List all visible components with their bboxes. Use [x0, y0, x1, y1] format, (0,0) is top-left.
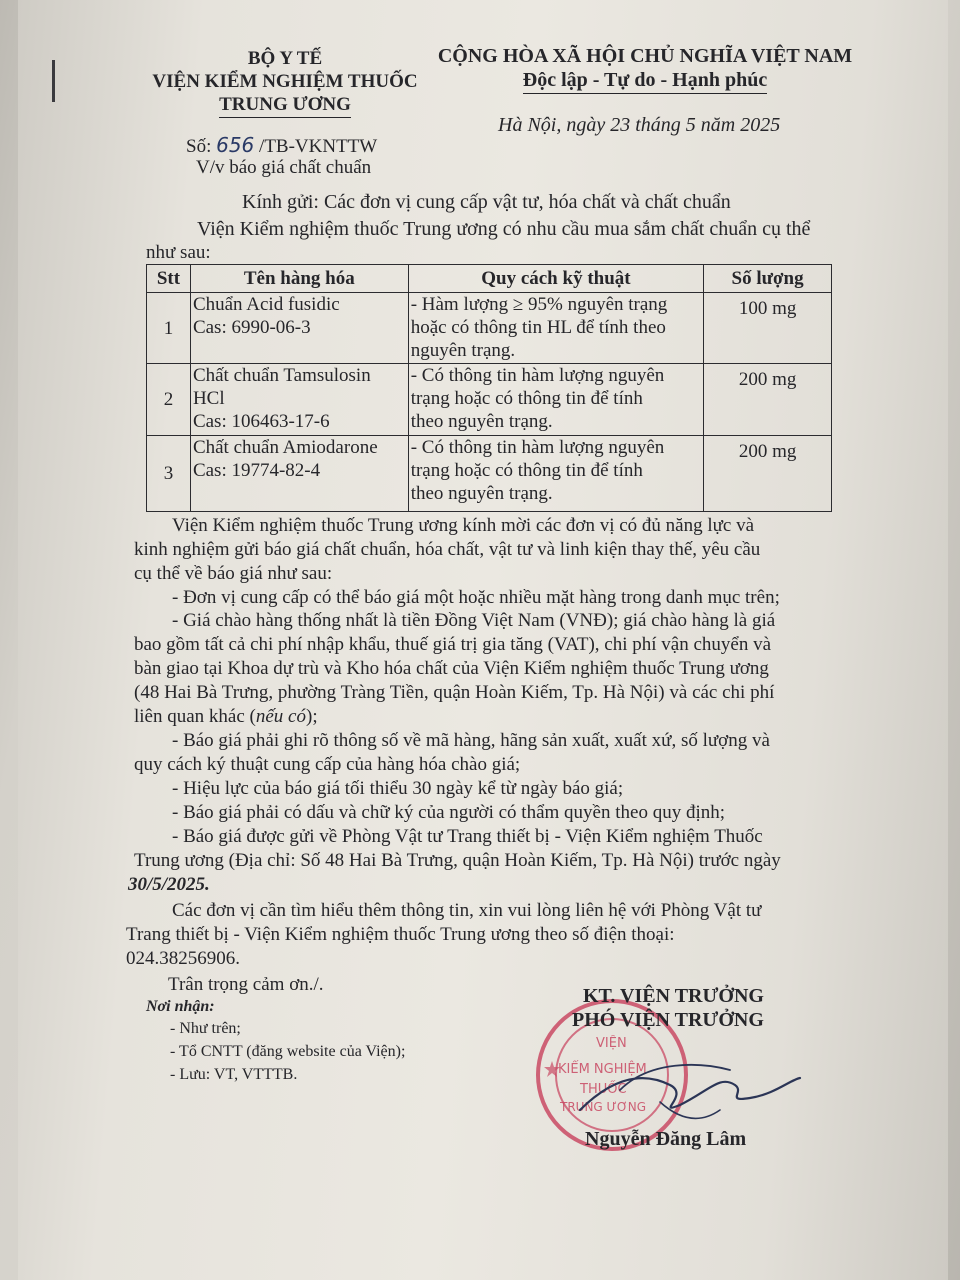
- row-stt: 2: [147, 364, 191, 436]
- invite-line1: Viện Kiểm nghiệm thuốc Trung ương kính mời các đơn vị có đủ năng lực và: [172, 515, 755, 536]
- row-spec: - Hàm lượng ≥ 95% nguyên trạng hoặc có thông tin HL để tính theo nguyên trạng.: [408, 293, 703, 364]
- invite-line3: cụ thể về báo giá như sau:: [134, 563, 333, 584]
- national-motto-block: [420, 44, 870, 94]
- signer-title-2: PHÓ VIỆN TRƯỞNG: [572, 1009, 764, 1031]
- intro-line2: như sau:: [146, 242, 211, 263]
- table-header-row: [147, 265, 832, 293]
- document-number: Số: 656 /TB-VKNTTW: [186, 133, 378, 157]
- row-name: Chuẩn Acid fusidic Cas: 6990-06-3: [190, 293, 408, 364]
- recipient-line: Kính gửi: Các đơn vị cung cấp vật tư, hóa chất và chất chuẩn: [242, 191, 731, 213]
- req-5: - Báo giá phải có dấu và chữ ký của người có thẩm quyền theo quy định;: [172, 802, 726, 823]
- handwritten-signature: [560, 1040, 810, 1140]
- req-2-line4: (48 Hai Bà Trưng, phường Tràng Tiền, quận Hoàn Kiếm, Tp. Hà Nội) và các chi phí: [134, 682, 775, 703]
- recipient-item: - Lưu: VT, VTTTB.: [170, 1066, 298, 1083]
- row-stt: 1: [147, 293, 191, 364]
- req-2-line2: bao gồm tất cả chi phí nhập khẩu, thuế giá trị gia tăng (VAT), chi phí vận chuyển và: [134, 634, 772, 655]
- margin-mark: [52, 60, 55, 102]
- country-name: CỘNG HÒA XÃ HỘI CHỦ NGHĨA VIỆT NAM: [437, 45, 853, 67]
- svg-text:KIỂM NGHIỆM: KIỂM NGHIỆM: [558, 1062, 647, 1077]
- col-header-spec: Quy cách kỹ thuật: [408, 265, 703, 293]
- place-date: Hà Nội, ngày 23 tháng 5 năm 2025: [498, 114, 781, 136]
- intro-line1: Viện Kiểm nghiệm thuốc Trung ương có nhu cầu mua sắm chất chuẩn cụ thể: [197, 218, 811, 240]
- req-4: - Hiệu lực của báo giá tối thiểu 30 ngày kể từ ngày báo giá;: [172, 778, 624, 799]
- contact-line1: Các đơn vị cần tìm hiểu thêm thông tin, xin vui lòng liên hệ với Phòng Vật tư: [172, 900, 762, 921]
- col-header-name: Tên hàng hóa: [190, 265, 408, 293]
- svg-text:TRUNG ƯƠNG: TRUNG ƯƠNG: [560, 1100, 647, 1114]
- req-3-line1: - Báo giá phải ghi rõ thông số về mã hàng, hãng sản xuất, xuất xứ, số lượng và: [172, 730, 770, 751]
- handwritten-number: 656: [216, 133, 255, 157]
- req-6-line2: Trung ương (Địa chỉ: Số 48 Hai Bà Trưng, quận Hoàn Kiếm, Tp. Hà Nội) trước ngày: [134, 850, 781, 871]
- institute-name-line2: TRUNG ƯƠNG: [219, 93, 351, 118]
- document-subject: V/v báo giá chất chuẩn: [196, 157, 372, 178]
- svg-text:VIỆN: VIỆN: [596, 1036, 627, 1051]
- phone-number: 024.38256906.: [126, 948, 240, 969]
- table-row: [147, 364, 832, 436]
- deadline-date: 30/5/2025.: [128, 874, 210, 895]
- table-row: [147, 436, 832, 512]
- req-2-line1: - Giá chào hàng thống nhất là tiền Đồng Việt Nam (VNĐ); giá chào hàng là giá: [172, 610, 776, 631]
- institute-name-line1: VIỆN KIỂM NGHIỆM THUỐC: [152, 71, 418, 92]
- recipient-item: - Tổ CNTT (đăng website của Viện);: [170, 1043, 406, 1060]
- req-2-line5: liên quan khác (nếu có);: [134, 706, 318, 727]
- row-qty: 200 mg: [704, 364, 832, 436]
- table-row: [147, 293, 832, 364]
- col-header-stt: Stt: [147, 265, 191, 293]
- items-table: [146, 264, 832, 512]
- req-6-line1: - Báo giá được gửi về Phòng Vật tư Trang thiết bị - Viện Kiểm nghiệm Thuốc: [172, 826, 763, 847]
- national-motto: Độc lập - Tự do - Hạnh phúc: [523, 68, 767, 94]
- row-name: Chất chuẩn Amiodarone Cas: 19774-82-4: [190, 436, 408, 512]
- req-2-line3: bàn giao tại Khoa dự trù và Kho hóa chất của Viện Kiểm nghiệm thuốc Trung ương: [134, 658, 769, 679]
- invite-line2: kinh nghiệm gửi báo giá chất chuẩn, hóa chất, vật tư và linh kiện thay thế, yêu cầu: [134, 539, 761, 560]
- col-header-qty: Số lượng: [704, 265, 832, 293]
- row-spec: - Có thông tin hàm lượng nguyên trạng hoặc có thông tin để tính theo nguyên trạng.: [408, 364, 703, 436]
- recipient-item: - Như trên;: [170, 1020, 241, 1037]
- row-stt: 3: [147, 436, 191, 512]
- recipients-title: Nơi nhận:: [146, 998, 215, 1015]
- signer-name: Nguyễn Đăng Lâm: [585, 1128, 747, 1150]
- svg-text:THUỐC: THUỐC: [580, 1082, 627, 1097]
- thanks-line: Trân trọng cảm ơn./.: [168, 974, 324, 995]
- req-1: - Đơn vị cung cấp có thể báo giá một hoặc nhiều mặt hàng trong danh mục trên;: [172, 587, 780, 608]
- row-qty: 200 mg: [704, 436, 832, 512]
- contact-line2: Trang thiết bị - Viện Kiểm nghiệm thuốc Trung ương theo số điện thoại:: [126, 924, 675, 945]
- issuing-agency-block: [150, 47, 420, 118]
- row-spec: - Có thông tin hàm lượng nguyên trạng hoặc có thông tin để tính theo nguyên trạng.: [408, 436, 703, 512]
- row-name: Chất chuẩn Tamsulosin HCl Cas: 106463-17-6: [190, 364, 408, 436]
- row-qty: 100 mg: [704, 293, 832, 364]
- req-3-line2: quy cách ký thuật cung cấp của hàng hóa chào giá;: [134, 754, 521, 775]
- signer-title-1: KT. VIỆN TRƯỞNG: [583, 985, 764, 1007]
- ministry-name: BỘ Y TẾ: [247, 48, 323, 69]
